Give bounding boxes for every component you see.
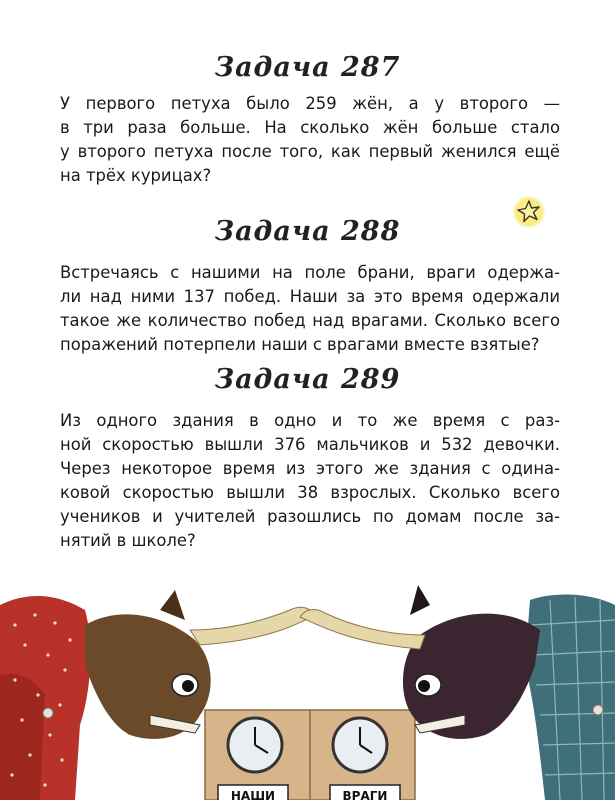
goats-illustration (0, 585, 615, 800)
problem-288-line: Встречаясь с нашими на поле брани, враги одержа- (60, 263, 560, 282)
left-scarf (0, 596, 90, 800)
problem-288-title: Задача 288 (214, 216, 401, 247)
problem-287-text (60, 92, 560, 188)
sign-right-label: ВРАГИ (342, 789, 388, 800)
problem-288-line: ли над ними 137 побед. Наши за это время одержали (60, 287, 560, 306)
problem-287-line: у второго петуха после того, как первый женился ещё (60, 142, 560, 161)
left-clock-icon (228, 718, 282, 772)
problem-289-line: Через некоторое время из этого же здания с одина- (60, 459, 560, 478)
problem-289-line: нятий в школе? (60, 531, 196, 550)
clock-table (205, 710, 415, 800)
problem-288-text (60, 261, 560, 357)
problem-289-line: ковой скоростью вышли 38 взрослых. Сколько всего (60, 483, 560, 502)
problem-288-line: поражений потерпели наши с врагами вместе взятые? (60, 335, 540, 354)
problem-289-text (60, 409, 560, 553)
problem-287-line: на трёх курицах? (60, 166, 212, 185)
right-clock-icon (333, 718, 387, 772)
problem-289-title: Задача 289 (214, 364, 401, 395)
problem-289-line: учеников и учителей разошлись по домам после за- (60, 507, 560, 526)
problem-288-line: такое же количество побед над врагами. Сколько всего (60, 311, 560, 330)
problem-287-line: в три раза больше. На сколько жён больше стало (60, 118, 560, 137)
problem-289-line: ной скоростью вышли 376 мальчиков и 532 девочки. (60, 435, 560, 454)
right-scarf (525, 595, 615, 800)
sign-left-label: НАШИ (230, 789, 276, 800)
problem-287-line: У первого петуха было 259 жён, а у второго — (60, 94, 560, 113)
problem-289-line: Из одного здания в одно и то же время с раз- (60, 411, 560, 430)
problem-287-title: Задача 287 (214, 52, 401, 83)
